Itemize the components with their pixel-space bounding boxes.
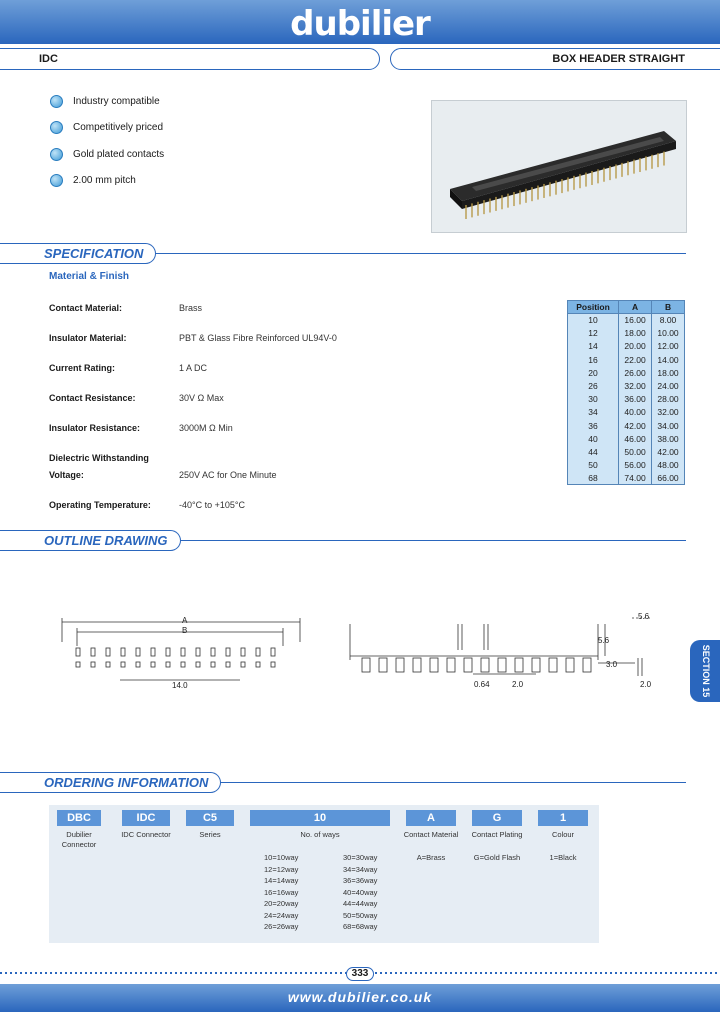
table-cell: 42.00 [652,445,685,458]
table-row [568,393,685,406]
product-title: BOX HEADER STRAIGHT [390,48,720,70]
table-cell: 32.00 [619,379,652,392]
table-cell: 26 [568,379,619,392]
section-tab-label: SECTION 15 [701,644,711,698]
table-cell: 56.00 [619,459,652,472]
feature-item: Industry compatible [50,88,164,115]
table-cell: 20 [568,366,619,379]
table-cell: 40.00 [619,406,652,419]
table-row [568,406,685,419]
table-cell: 28.00 [652,393,685,406]
dim-label-pitch: 2.0 [512,680,524,689]
brand-logo: dubilier [290,4,430,44]
order-code-dbc: DBC [57,810,101,826]
table-cell: 16.00 [619,314,652,327]
way-option: 20=20way [264,899,299,908]
way-option: 10=10way [264,853,299,862]
table-cell: 46.00 [619,432,652,445]
way-option: 24=24way [264,910,299,920]
way-option: 68=68way [343,922,378,931]
table-cell: 42.00 [619,419,652,432]
table-row [568,472,685,485]
way-option: 34=34way [343,864,378,874]
box-header-illustration [432,101,688,234]
position-dimension-table [567,300,685,485]
table-row [568,353,685,366]
table-cell: 24.00 [652,379,685,392]
table-cell: 34 [568,406,619,419]
table-cell: 20.00 [619,340,652,353]
website-link[interactable]: www.dubilier.co.uk [287,989,433,1005]
order-code-idc: IDC [122,810,170,826]
table-cell: 10.00 [652,327,685,340]
table-cell: 68 [568,472,619,485]
table-cell: 74.00 [619,472,652,485]
bullet-icon [50,121,63,134]
dim-label-pin-height: 3.0 [606,660,618,669]
table-row [568,379,685,392]
order-desc: Dubilier Connector [61,830,97,849]
order-note: G=Gold Flash [473,853,521,862]
table-row [568,445,685,458]
order-code-colour: 1 [538,810,588,826]
feature-item: Gold plated contacts [50,141,164,168]
outline-drawing-svg [0,600,720,700]
table-row [568,419,685,432]
dim-label-pin-width: 0.64 [474,680,490,689]
order-note: A=Brass [416,853,446,862]
table-cell: 22.00 [619,353,652,366]
table-row [568,314,685,327]
section-heading-outline: OUTLINE DRAWING [0,530,181,551]
table-cell: 14.00 [652,353,685,366]
table-row [568,459,685,472]
table-cell: 66.00 [652,472,685,485]
feature-list [50,88,164,194]
table-row [568,327,685,340]
dim-label-b: B [182,626,188,635]
table-row [568,340,685,353]
table-cell: 26.00 [619,366,652,379]
table-cell: 14 [568,340,619,353]
table-cell: 36 [568,419,619,432]
table-cell: 18.00 [652,366,685,379]
table-cell: 50 [568,459,619,472]
table-cell: 34.00 [652,419,685,432]
section-heading-specification: SPECIFICATION [0,243,156,264]
way-option: 14=14way [264,876,299,885]
order-desc: Series [199,830,221,839]
bullet-icon [50,174,63,187]
table-header: Position [568,301,619,314]
table-row [568,432,685,445]
table-cell: 36.00 [619,393,652,406]
table-header: B [652,301,685,314]
way-option: 50=50way [343,910,378,920]
table-cell: 32.00 [652,406,685,419]
product-photo [431,100,687,233]
table-cell: 12 [568,327,619,340]
way-option: 40=40way [343,887,378,897]
page-number: 333 [346,967,374,981]
order-desc: Contact Plating [471,830,523,839]
table-cell: 16 [568,353,619,366]
way-option: 12=12way [264,864,299,874]
table-cell: 44 [568,445,619,458]
order-code-series: C5 [186,810,234,826]
feature-item: 2.00 mm pitch [50,168,164,195]
bullet-icon [50,95,63,108]
table-cell: 40 [568,432,619,445]
table-cell: 12.00 [652,340,685,353]
way-option: 44=44way [343,899,378,908]
table-cell: 30 [568,393,619,406]
table-cell: 48.00 [652,459,685,472]
table-cell: 50.00 [619,445,652,458]
table-row [568,366,685,379]
way-option: 36=36way [343,876,378,885]
section-heading-ordering: ORDERING INFORMATION [0,772,221,793]
bullet-icon [50,148,63,161]
table-header: A [619,301,652,314]
order-code-plating: G [472,810,522,826]
order-code-material: A [406,810,456,826]
dim-label-height: 5.6 [598,636,610,645]
order-note: 1=Black [549,853,577,862]
way-option: 16=16way [264,887,299,897]
table-cell: 10 [568,314,619,327]
table-cell: 18.00 [619,327,652,340]
order-desc: No. of ways [300,830,340,839]
dim-label-a: A [182,616,188,625]
dim-label-top: 5.6 [638,612,650,621]
outline-drawing [0,600,720,700]
order-code-ways: 10 [250,810,390,826]
way-option: 30=30way [343,853,378,862]
order-desc: Contact Material [403,830,459,839]
table-cell: 8.00 [652,314,685,327]
dim-label-side: 2.0 [640,680,652,689]
dim-label-width: 14.0 [172,681,188,690]
order-desc: Colour [551,830,575,839]
feature-item: Competitively priced [50,115,164,142]
category-title: IDC [0,48,380,70]
order-desc: IDC Connector [121,830,171,839]
material-finish-heading: Material & Finish [49,271,130,282]
table-cell: 38.00 [652,432,685,445]
way-option: 26=26way [264,922,299,931]
